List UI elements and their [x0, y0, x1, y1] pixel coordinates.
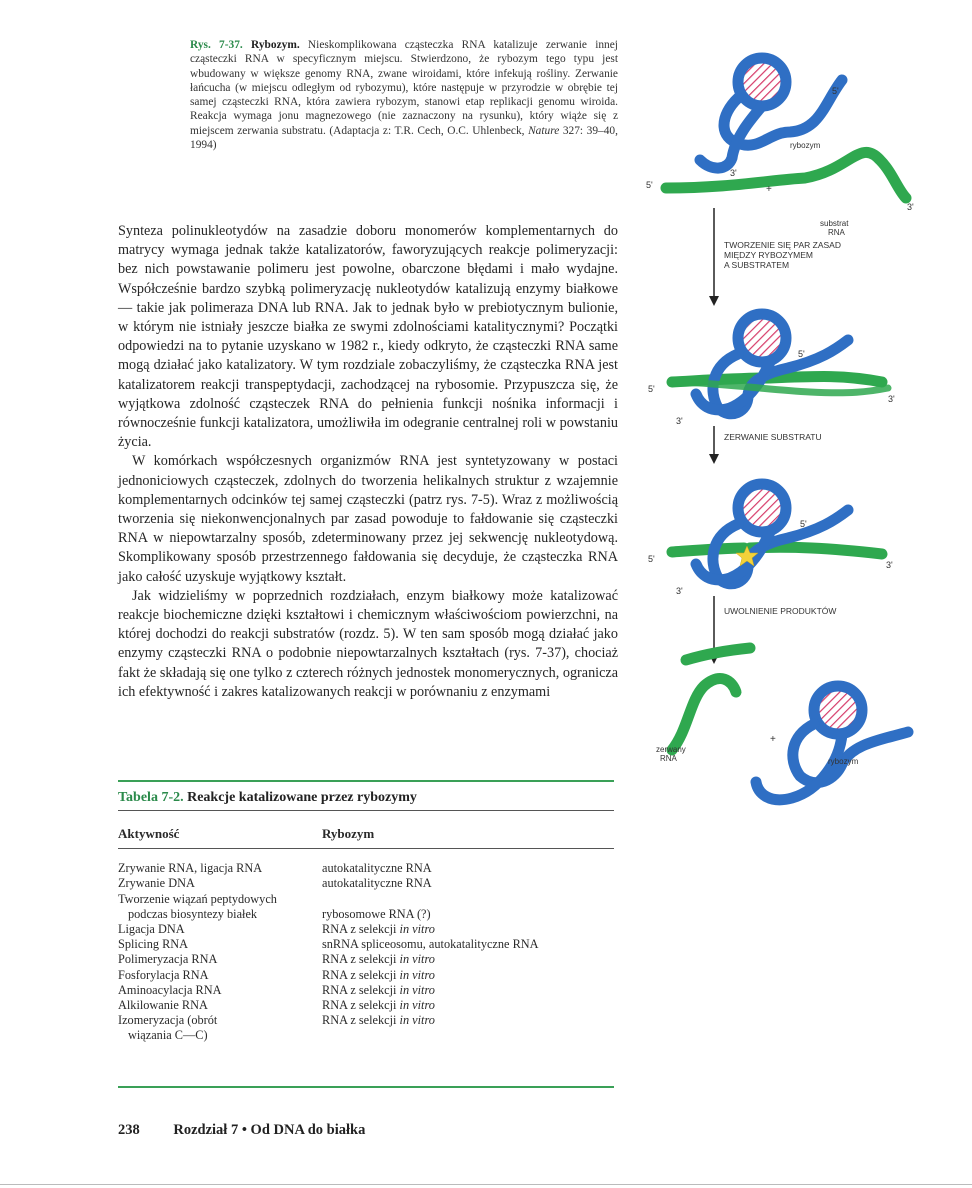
activity-text: Izomeryzacja (obrót — [118, 1013, 218, 1028]
label-plus: + — [766, 184, 772, 195]
table-row — [118, 922, 614, 937]
activity-cell — [118, 851, 322, 876]
table-header-rule — [118, 810, 614, 811]
in-vitro-text: in vitro — [399, 967, 435, 982]
label-cleaved-rna: RNA — [660, 754, 677, 763]
chapter-title: Rozdział 7 • Od DNA do białka — [173, 1122, 366, 1138]
ribozyme-hairpin-1 — [700, 58, 842, 168]
activity-cell — [118, 998, 322, 1013]
table-label: Tabela 7-2. — [118, 790, 184, 805]
label-ribozyme: rybozym — [790, 141, 821, 150]
activity-cell — [118, 937, 322, 952]
stage2-5prime: 5' — [648, 384, 655, 394]
ribozyme-cell — [322, 937, 614, 952]
caption-journal: Nature — [528, 124, 560, 137]
in-vitro-text: in vitro — [399, 922, 435, 937]
label-substrate-5prime: 5' — [646, 180, 653, 190]
table-row — [118, 892, 614, 922]
ribozyme-cell — [322, 922, 614, 937]
in-vitro-text: in vitro — [399, 982, 435, 997]
ribozyme-cell — [322, 892, 614, 922]
activity-cell — [118, 952, 322, 967]
stage3-5prime: 5' — [648, 554, 655, 564]
ribozyme-text: RNA z selekcji — [322, 922, 397, 937]
ribozyme-text: RNA z selekcji — [322, 952, 397, 967]
table-bottom-rule — [118, 1086, 614, 1088]
stage-2 — [672, 314, 888, 414]
ribozyme-text: RNA z selekcji — [322, 998, 397, 1013]
cleaved-rna-2 — [686, 648, 750, 660]
table-top-rule — [118, 780, 614, 782]
activity-text: Fosforylacja RNA — [118, 967, 209, 982]
ribozyme-cell — [322, 983, 614, 998]
step1-line1: TWORZENIE SIĘ PAR ZASAD — [724, 240, 841, 250]
step1-line2: MIĘDZY RYBOZYMEM — [724, 250, 813, 260]
column-header-ribozyme: Rybozym — [322, 826, 375, 841]
caption-label: Rys. 7-37. — [190, 39, 243, 51]
label-3prime: 3' — [730, 168, 737, 178]
ribozyme-text: RNA z selekcji — [322, 982, 397, 997]
table-row — [118, 876, 614, 891]
stage2-3prime: 3' — [888, 394, 895, 404]
paragraph-2: W komórkach współczesnych organizmów RNA jest syntetyzowany w postaci jednoniciowych cząsteczek, zdolnych do tworzenia helikalnych struktur z wzajemnie komplementarnych odcinków tej samej cząsteczki (patrz rys. 7-5). Wraz z możliwością tworzenia się niekonwencjonalnych par zasad powoduje to fałdowanie się cząsteczki RNA w niepowtarzalny sposób, zdeterminowany przez jej sekwencję nukleotydową. Skomplikowany sposób przestrzennego fałdowania się decyduje, że cząsteczka RNA jako całość uzyskuje wyjątkowy kształt. — [118, 453, 618, 585]
ribozyme-text: RNA z selekcji — [322, 1013, 397, 1028]
activity-cell — [118, 922, 322, 937]
cleaved-rna-1 — [672, 679, 736, 750]
paragraph-3: Jak widzieliśmy w poprzednich rozdziałach, enzym białkowy może katalizować reakcje biochemiczne dzięki kształtowi i chemicznym właściwościom powierzchni, na której dochodzi do reakcji substratów (rozdz. 5). W ten sam sposób mogą działać jako enzymy cząsteczki RNA o podobnie niepowtarzalnych kształtach (rys. 7-37), chociaż fakt że składają się one tylko z czterech różnych jednostek monomerycznych, ogranicza ich efektywność i zakres katalizowanych reakcji w porównaniu z enzymami — [118, 587, 618, 700]
ribozyme-released — [756, 686, 908, 800]
ribozyme-figure — [620, 20, 970, 820]
stage2-ribozyme-3prime: 3' — [676, 416, 683, 426]
stage-4 — [672, 648, 908, 800]
column-header-activity: Aktywność — [118, 826, 180, 841]
table-row — [118, 952, 614, 967]
activity-text-continued: podczas biosyntezy białek — [128, 906, 258, 921]
ribozyme-cell — [322, 851, 614, 876]
ribozyme-text: RNA z selekcji — [322, 967, 397, 982]
table-row — [118, 983, 614, 998]
activity-text: Splicing RNA — [118, 937, 189, 952]
stage3-ribozyme-5prime: 5' — [800, 519, 807, 529]
paragraph-1: Synteza polinukleotydów na zasadzie doboru monomerów komplementarnych do matrycy wymaga jednak także katalizatorów, faworyzujących reakcje polimeryzacji: bez nich powstawanie polimeru jest powolne, obarczone błędami i mało wydajne. Współcześnie bardzo szybką polimeryzację nukleotydów katalizują enzymy białkowe — takie jak polimeraza DNA lub RNA. Jak to jednak było w prebiotycznym bulionie, w którym nie istniały jeszcze białka ze swymi zdolnościami katalitycznymi? Początki odpowiedzi na to pytanie uzyskano w 1982 r., kiedy odkryto, że cząsteczki RNA same mogą działać jako katalizatory. W tym rozdziale zobaczyliśmy, że cząsteczka RNA jest katalizatorem reakcji transpeptydacji, zachodzącej na rybosomie. Przypuszcza się, że wyjątkowa zdolność cząsteczek RNA do pełnienia funkcji nośnika informacji i równocześnie funkcji katalizatora, umożliwiła im odegranie centralnej roli w powstaniu życia. — [118, 223, 618, 451]
stage-3 — [672, 484, 882, 584]
activity-text: Ligacja DNA — [118, 922, 185, 937]
page-number: 238 — [118, 1122, 140, 1138]
activity-text: Aminoacylacja RNA — [118, 982, 222, 997]
body-text — [118, 222, 618, 702]
ribozyme-cell — [322, 876, 614, 891]
label-substrate: substrat — [820, 219, 849, 228]
table-row — [118, 1013, 614, 1043]
step1-line3: A SUBSTRATEM — [724, 260, 790, 270]
activity-text: Tworzenie wiązań peptydowych — [118, 891, 277, 906]
activity-text: Zrywanie RNA, ligacja RNA — [118, 861, 263, 876]
label-5prime: 5' — [832, 86, 839, 96]
activity-cell — [118, 876, 322, 891]
table-row — [118, 998, 614, 1013]
activity-text: Alkilowanie RNA — [118, 998, 208, 1013]
ribozyme-text: snRNA spliceosomu, autokatalityczne RNA — [322, 937, 539, 952]
caption-ref: 327: 39–40, 1994) — [190, 124, 618, 152]
table-row — [118, 937, 614, 952]
table-title-text: Reakcje katalizowane przez rybozymy — [187, 790, 417, 805]
activity-cell — [118, 892, 322, 922]
activity-text-continued: wiązania C—C) — [128, 1028, 208, 1043]
stage-1 — [646, 58, 914, 237]
step-arrow-1 — [709, 208, 719, 306]
label-cleaved: zerwany — [656, 745, 686, 754]
table-row — [118, 968, 614, 983]
stage3-3prime: 3' — [886, 560, 893, 570]
activity-cell — [118, 1013, 322, 1043]
in-vitro-text: in vitro — [399, 1013, 435, 1028]
ribozyme-cell — [322, 1013, 614, 1043]
activity-text: Zrywanie DNA — [118, 876, 195, 891]
table-row — [118, 851, 614, 876]
ribozyme-text: autokatalityczne RNA — [322, 876, 432, 891]
ribozyme-text: autokatalityczne RNA — [322, 861, 432, 876]
in-vitro-text: in vitro — [399, 998, 435, 1013]
stage3-ribozyme-3prime: 3' — [676, 586, 683, 596]
ribozyme-cell — [322, 952, 614, 967]
activity-text: Polimeryzacja RNA — [118, 952, 218, 967]
page-footer — [118, 1122, 365, 1139]
label-substrate-3prime: 3' — [907, 202, 914, 212]
label-rna: RNA — [828, 228, 845, 237]
scan-edge-line — [0, 1184, 972, 1185]
ribozyme-cell — [322, 998, 614, 1013]
table-title — [118, 790, 417, 806]
label-ribozyme-released: rybozym — [828, 757, 859, 766]
activity-cell — [118, 983, 322, 998]
step-arrow-2 — [709, 426, 719, 464]
in-vitro-text: in vitro — [399, 952, 435, 967]
ribozyme-table — [118, 826, 614, 1044]
ribozyme-text: rybosomowe RNA (?) — [322, 906, 431, 921]
step2-label: ZERWANIE SUBSTRATU — [724, 432, 822, 442]
step3-label: UWOLNIENIE PRODUKTÓW — [724, 606, 837, 616]
figure-caption — [190, 38, 618, 152]
activity-cell — [118, 968, 322, 983]
table-body — [118, 851, 614, 1043]
caption-title: Rybozym. — [251, 39, 300, 51]
stage4-plus: + — [770, 734, 776, 745]
stage2-ribozyme-5prime: 5' — [798, 349, 805, 359]
ribozyme-cell — [322, 968, 614, 983]
caption-text: Nieskomplikowana cząsteczka RNA katalizuje zerwanie innej cząsteczki RNA w specyficznym miejscu. Stwierdzono, że rybozym tego typu jest wbudowany w większe genomy RNA, zwane wiroidami, które infekują rośliny. Zerwanie łańcucha (w miejscu odległym od rybozymu), które następuje w przyrodzie w obrębie tej samej cząsteczki RNA, która zawiera rybozym, stanowi etap replikacji genomu wiroida. Reakcja wymaga jonu magnezowego (nie zaznaczony na rysunku), który wiąże się z miejscem zerwania substratu. (Adaptacja z: T.R. Cech, O.C. Uhlenbeck, — [190, 39, 618, 137]
